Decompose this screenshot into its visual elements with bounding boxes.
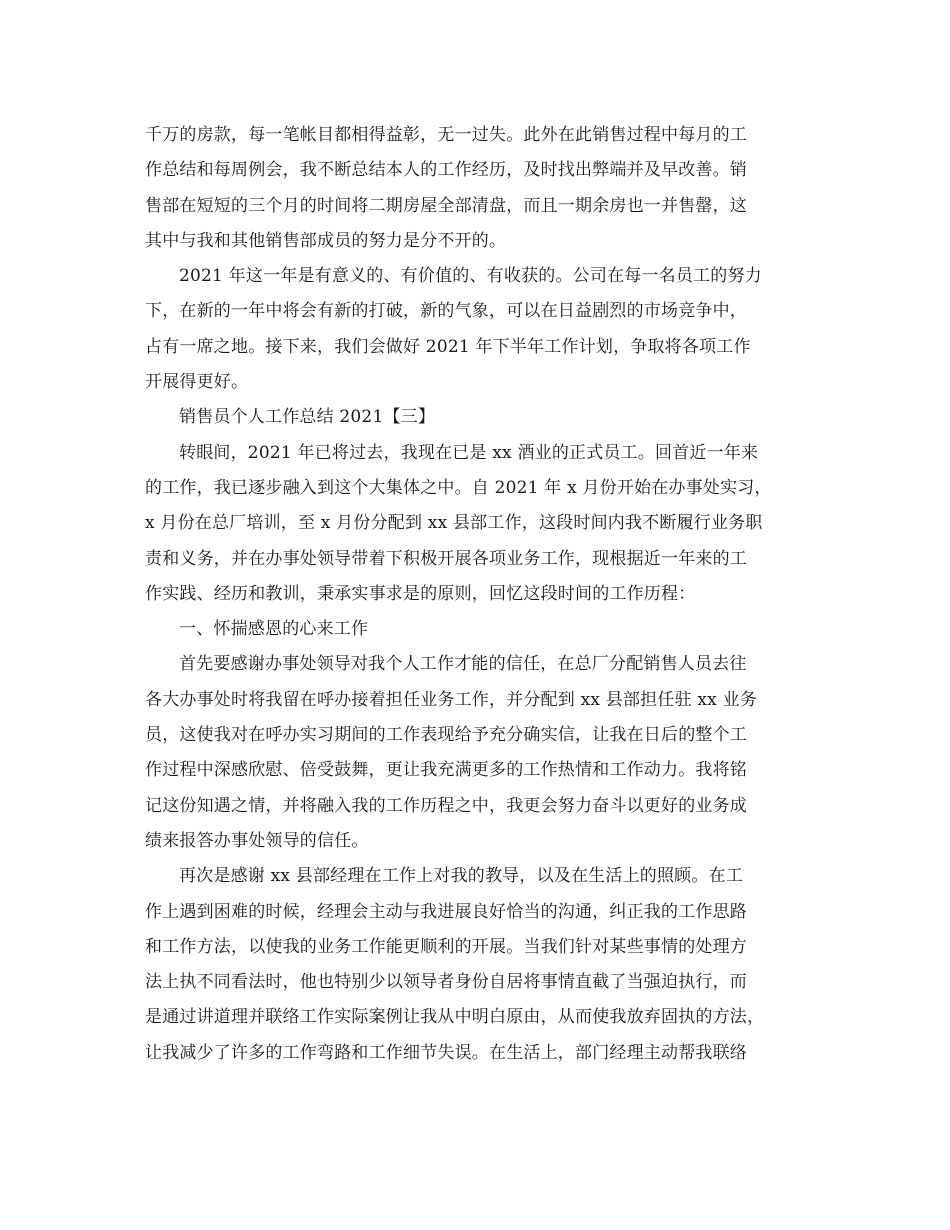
text-line: 记这份知遇之情，并将融入我的工作历程之中，我更会努力奋斗以更好的业务成 xyxy=(145,795,747,816)
section-heading: 销售员个人工作总结 2021【三】 xyxy=(179,407,436,428)
text-line: 作过程中深感欣慰、倍受鼓舞，更让我充满更多的工作热情和工作动力。我将铭 xyxy=(145,760,747,781)
text-line: 首先要感谢办事处领导对我个人工作才能的信任，在总厂分配销售人员去往 xyxy=(179,654,747,675)
text-line: 让我减少了许多的工作弯路和工作细节失误。在生活上，部门经理主动帮我联络 xyxy=(145,1042,747,1063)
text-line: 的工作，我已逐步融入到这个大集体之中。自 2021 年 x 月份开始在办事处实习， xyxy=(145,477,772,498)
text-line: 下，在新的一年中将会有新的打破，新的气象，可以在日益剧烈的市场竞争中， xyxy=(145,301,747,322)
document-body xyxy=(145,118,805,1071)
text-line: 千万的房款，每一笔帐目都相得益彰，无一过失。此外在此销售过程中每月的工 xyxy=(145,125,747,145)
text-line: 售部在短短的三个月的时间将二期房屋全部清盘，而且一期余房也一并售罄，这 xyxy=(145,195,747,216)
text-line: 其中与我和其他销售部成员的努力是分不开的。 xyxy=(145,230,507,251)
text-line: 是通过讲道理并联络工作实际案例让我从中明白原由，从而使我放弃固执的方法， xyxy=(145,1007,765,1028)
subsection-heading: 一、怀揣感恩的心来工作 xyxy=(179,619,369,640)
text-line: 责和义务，并在办事处领导带着下积极开展各项业务工作，现根据近一年来的工 xyxy=(145,548,747,569)
text-line: 作总结和每周例会，我不断总结本人的工作经历，及时找出弊端并及早改善。销 xyxy=(145,160,747,181)
text-line: 和工作方法，以使我的业务工作能更顺利的开展。当我们针对某些事情的处理方 xyxy=(145,936,747,957)
text-line: 各大办事处时将我留在呼办接着担任业务工作，并分配到 xx 县部担任驻 xx 业务 xyxy=(145,689,757,710)
text-line: 转眼间，2021 年已将过去，我现在已是 xx 酒业的正式员工。回首近一年来 xyxy=(179,442,759,463)
text-line: 绩来报答办事处领导的信任。 xyxy=(145,830,369,851)
text-line: 员，这使我对在呼办实习期间的工作表现给予充分确实信，让我在日后的整个工 xyxy=(145,725,747,746)
text-line: 占有一席之地。接下来，我们会做好 2021 年下半年工作计划，争取将各项工作 xyxy=(145,336,751,357)
text-line: x 月份在总厂培训，至 x 月份分配到 xx 县部工作，这段时间内我不断履行业务职 xyxy=(145,513,763,534)
text-line: 2021 年这一年是有意义的、有价值的、有收获的。公司在每一名员工的努力 xyxy=(179,266,762,287)
text-line: 作实践、经历和教训，秉承实事求是的原则，回忆这段时间的工作历程： xyxy=(145,583,696,604)
text-line: 再次是感谢 xx 县部经理在工作上对我的教导，以及在生活上的照顾。在工 xyxy=(179,866,743,887)
text-line: 作上遇到困难的时候，经理会主动与我进展良好恰当的沟通，纠正我的工作思路 xyxy=(145,901,747,922)
text-line: 法上执不同看法时，他也特别少以领导者身份自居将事情直截了当强迫执行，而 xyxy=(145,972,747,993)
text-line: 开展得更好。 xyxy=(145,372,249,393)
